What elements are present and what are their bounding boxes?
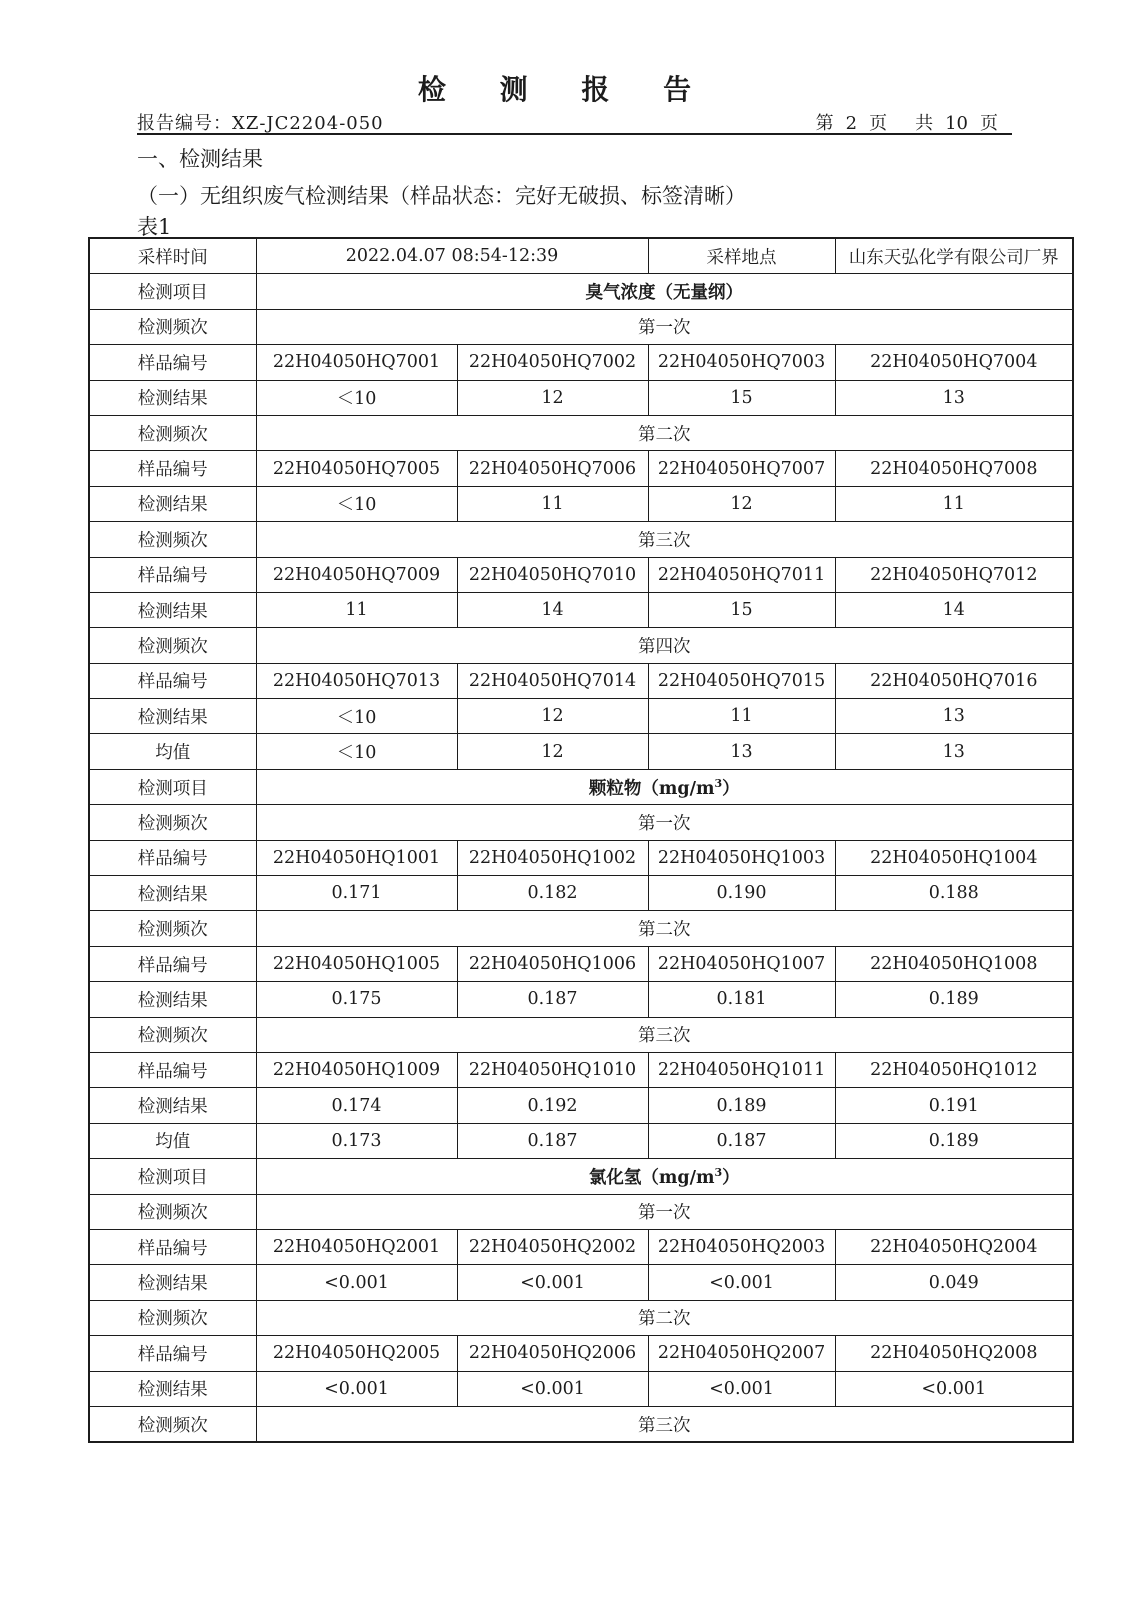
result-cell: 11 bbox=[835, 486, 1073, 521]
result-cell: 13 bbox=[835, 380, 1073, 415]
result-cell: <0.001 bbox=[256, 1371, 457, 1406]
mean-cell: 12 bbox=[457, 734, 648, 769]
result-cell: <0.001 bbox=[256, 1265, 457, 1300]
result-cell: 0.049 bbox=[835, 1265, 1073, 1300]
sample-row bbox=[89, 1336, 1073, 1371]
result-cell: 0.171 bbox=[256, 876, 457, 911]
result-cell: ＜10 bbox=[256, 380, 457, 415]
page-prefix: 第 bbox=[815, 113, 834, 134]
table-label: 表1 bbox=[137, 215, 172, 239]
result-cell: 0.189 bbox=[835, 982, 1073, 1017]
result-cell: 14 bbox=[457, 592, 648, 627]
frequency-value: 第一次 bbox=[256, 805, 1073, 840]
frequency-row bbox=[89, 1300, 1073, 1335]
sample-no-label: 样品编号 bbox=[89, 1336, 256, 1371]
result-cell: 11 bbox=[256, 592, 457, 627]
sample-no-cell: 22H04050HQ1009 bbox=[256, 1052, 457, 1087]
sample-no-cell: 22H04050HQ1008 bbox=[835, 946, 1073, 981]
frequency-label: 检测频次 bbox=[89, 1017, 256, 1052]
frequency-label: 检测频次 bbox=[89, 309, 256, 344]
frequency-row bbox=[89, 1194, 1073, 1229]
mean-label: 均值 bbox=[89, 1123, 256, 1158]
sample-no-cell: 22H04050HQ1005 bbox=[256, 946, 457, 981]
total-pages: 10 bbox=[945, 113, 968, 134]
item-name bbox=[256, 769, 1073, 804]
sample-no-cell: 22H04050HQ2005 bbox=[256, 1336, 457, 1371]
frequency-label: 检测频次 bbox=[89, 1300, 256, 1335]
frequency-label: 检测频次 bbox=[89, 805, 256, 840]
frequency-label: 检测频次 bbox=[89, 911, 256, 946]
mean-row bbox=[89, 1123, 1073, 1158]
result-cell: 12 bbox=[648, 486, 835, 521]
result-row bbox=[89, 592, 1073, 627]
sampling-location-value: 山东天弘化学有限公司厂界 bbox=[835, 238, 1073, 274]
result-cell: 12 bbox=[457, 380, 648, 415]
frequency-value: 第二次 bbox=[256, 1300, 1073, 1335]
result-label: 检测结果 bbox=[89, 486, 256, 521]
result-cell: 14 bbox=[835, 592, 1073, 627]
frequency-value: 第一次 bbox=[256, 309, 1073, 344]
item-name-text: 颗粒物（mg/m bbox=[588, 778, 715, 799]
frequency-value: 第三次 bbox=[256, 1017, 1073, 1052]
sample-no-cell: 22H04050HQ7002 bbox=[457, 345, 648, 380]
sample-no-cell: 22H04050HQ7016 bbox=[835, 663, 1073, 698]
result-label: 检测结果 bbox=[89, 592, 256, 627]
result-label: 检测结果 bbox=[89, 380, 256, 415]
sample-row bbox=[89, 1052, 1073, 1087]
sample-no-cell: 22H04050HQ7013 bbox=[256, 663, 457, 698]
sample-no-cell: 22H04050HQ7011 bbox=[648, 557, 835, 592]
result-label: 检测结果 bbox=[89, 876, 256, 911]
sample-row bbox=[89, 557, 1073, 592]
result-label: 检测结果 bbox=[89, 699, 256, 734]
sample-row bbox=[89, 840, 1073, 875]
unit-superscript: 3 bbox=[714, 776, 723, 790]
result-label: 检测结果 bbox=[89, 1371, 256, 1406]
result-cell: 15 bbox=[648, 592, 835, 627]
report-title: 检 测 报 告 bbox=[417, 73, 714, 106]
sample-no-cell: 22H04050HQ7014 bbox=[457, 663, 648, 698]
mean-cell: 0.187 bbox=[648, 1123, 835, 1158]
result-cell: 0.181 bbox=[648, 982, 835, 1017]
result-cell: 0.192 bbox=[457, 1088, 648, 1123]
sample-no-cell: 22H04050HQ7015 bbox=[648, 663, 835, 698]
result-row bbox=[89, 699, 1073, 734]
frequency-row bbox=[89, 1406, 1073, 1442]
sample-no-cell: 22H04050HQ2006 bbox=[457, 1336, 648, 1371]
frequency-row bbox=[89, 805, 1073, 840]
result-cell: <0.001 bbox=[648, 1265, 835, 1300]
result-cell: 0.189 bbox=[648, 1088, 835, 1123]
result-cell: 13 bbox=[835, 699, 1073, 734]
sample-no-cell: 22H04050HQ2001 bbox=[256, 1229, 457, 1264]
total-unit: 页 bbox=[980, 113, 998, 134]
item-name bbox=[256, 274, 1073, 309]
sample-no-cell: 22H04050HQ1003 bbox=[648, 840, 835, 875]
result-cell: 15 bbox=[648, 380, 835, 415]
info-row bbox=[89, 238, 1073, 274]
page-unit: 页 bbox=[869, 113, 888, 134]
frequency-row bbox=[89, 522, 1073, 557]
sampling-time-value: 2022.04.07 08:54-12:39 bbox=[256, 238, 648, 274]
result-cell: ＜10 bbox=[256, 699, 457, 734]
frequency-value: 第四次 bbox=[256, 628, 1073, 663]
sample-no-cell: 22H04050HQ1002 bbox=[457, 840, 648, 875]
mean-cell: 13 bbox=[835, 734, 1073, 769]
item-name bbox=[256, 1159, 1073, 1194]
result-cell: 0.190 bbox=[648, 876, 835, 911]
result-row bbox=[89, 1088, 1073, 1123]
mean-cell: ＜10 bbox=[256, 734, 457, 769]
sample-no-cell: 22H04050HQ7001 bbox=[256, 345, 457, 380]
result-label: 检测结果 bbox=[89, 1088, 256, 1123]
mean-cell: 0.187 bbox=[457, 1123, 648, 1158]
sample-no-label: 样品编号 bbox=[89, 557, 256, 592]
item-row bbox=[89, 769, 1073, 804]
result-cell: <0.001 bbox=[648, 1371, 835, 1406]
sample-no-cell: 22H04050HQ2003 bbox=[648, 1229, 835, 1264]
section-heading: 一、检测结果 bbox=[137, 147, 263, 171]
frequency-value: 第二次 bbox=[256, 911, 1073, 946]
result-row bbox=[89, 1371, 1073, 1406]
result-cell: <0.001 bbox=[457, 1371, 648, 1406]
item-label: 检测项目 bbox=[89, 274, 256, 309]
sample-no-cell: 22H04050HQ1007 bbox=[648, 946, 835, 981]
frequency-label: 检测频次 bbox=[89, 415, 256, 450]
result-cell: 0.174 bbox=[256, 1088, 457, 1123]
unit-superscript: 3 bbox=[714, 1166, 723, 1180]
sample-no-cell: 22H04050HQ7006 bbox=[457, 451, 648, 486]
frequency-row bbox=[89, 309, 1073, 344]
sample-row bbox=[89, 663, 1073, 698]
mean-cell: 0.173 bbox=[256, 1123, 457, 1158]
frequency-label: 检测频次 bbox=[89, 628, 256, 663]
sample-row bbox=[89, 451, 1073, 486]
frequency-label: 检测频次 bbox=[89, 1406, 256, 1442]
sample-no-cell: 22H04050HQ7004 bbox=[835, 345, 1073, 380]
sample-no-cell: 22H04050HQ1012 bbox=[835, 1052, 1073, 1087]
mean-cell: 13 bbox=[648, 734, 835, 769]
item-row bbox=[89, 1159, 1073, 1194]
sample-no-cell: 22H04050HQ7010 bbox=[457, 557, 648, 592]
frequency-value: 第一次 bbox=[256, 1194, 1073, 1229]
result-row bbox=[89, 486, 1073, 521]
item-label: 检测项目 bbox=[89, 769, 256, 804]
item-name-tail: ） bbox=[722, 1167, 740, 1188]
results-table-body bbox=[89, 238, 1073, 1442]
mean-row bbox=[89, 734, 1073, 769]
sample-no-cell: 22H04050HQ1010 bbox=[457, 1052, 648, 1087]
result-cell: 11 bbox=[457, 486, 648, 521]
sample-row bbox=[89, 345, 1073, 380]
result-cell: <0.001 bbox=[457, 1265, 648, 1300]
result-row bbox=[89, 380, 1073, 415]
report-header bbox=[137, 107, 1012, 135]
sample-no-cell: 22H04050HQ7007 bbox=[648, 451, 835, 486]
section-subheading: （一）无组织废气检测结果（样品状态：完好无破损、标签清晰） bbox=[137, 184, 746, 208]
sampling-time-label: 采样时间 bbox=[89, 238, 256, 274]
sample-no-cell: 22H04050HQ2004 bbox=[835, 1229, 1073, 1264]
sample-no-cell: 22H04050HQ7003 bbox=[648, 345, 835, 380]
sample-row bbox=[89, 1229, 1073, 1264]
result-cell: 0.175 bbox=[256, 982, 457, 1017]
sample-no-label: 样品编号 bbox=[89, 1052, 256, 1087]
sample-no-cell: 22H04050HQ1011 bbox=[648, 1052, 835, 1087]
frequency-value: 第三次 bbox=[256, 522, 1073, 557]
result-cell: 12 bbox=[457, 699, 648, 734]
frequency-label: 检测频次 bbox=[89, 1194, 256, 1229]
sample-no-cell: 22H04050HQ2002 bbox=[457, 1229, 648, 1264]
result-cell: ＜10 bbox=[256, 486, 457, 521]
sample-no-label: 样品编号 bbox=[89, 840, 256, 875]
sample-no-label: 样品编号 bbox=[89, 345, 256, 380]
item-name-tail: ） bbox=[722, 778, 740, 799]
sample-no-cell: 22H04050HQ1006 bbox=[457, 946, 648, 981]
frequency-row bbox=[89, 911, 1073, 946]
result-cell: 11 bbox=[648, 699, 835, 734]
sample-no-cell: 22H04050HQ7005 bbox=[256, 451, 457, 486]
sample-no-cell: 22H04050HQ2008 bbox=[835, 1336, 1073, 1371]
frequency-row bbox=[89, 415, 1073, 450]
result-cell: 0.191 bbox=[835, 1088, 1073, 1123]
page-current: 2 bbox=[845, 113, 858, 134]
mean-label: 均值 bbox=[89, 734, 256, 769]
result-label: 检测结果 bbox=[89, 1265, 256, 1300]
item-label: 检测项目 bbox=[89, 1159, 256, 1194]
sample-no-cell: 22H04050HQ7012 bbox=[835, 557, 1073, 592]
sample-no-label: 样品编号 bbox=[89, 1229, 256, 1264]
frequency-value: 第二次 bbox=[256, 415, 1073, 450]
sample-no-cell: 22H04050HQ1004 bbox=[835, 840, 1073, 875]
result-row bbox=[89, 982, 1073, 1017]
sample-no-label: 样品编号 bbox=[89, 451, 256, 486]
results-table bbox=[88, 237, 1074, 1443]
item-name-text: 臭气浓度（无量纲） bbox=[585, 283, 744, 304]
sample-row bbox=[89, 946, 1073, 981]
total-prefix: 共 bbox=[915, 113, 934, 134]
result-row bbox=[89, 876, 1073, 911]
frequency-row bbox=[89, 1017, 1073, 1052]
sample-no-cell: 22H04050HQ2007 bbox=[648, 1336, 835, 1371]
page-indicator bbox=[816, 109, 998, 135]
result-label: 检测结果 bbox=[89, 982, 256, 1017]
sample-no-cell: 22H04050HQ1001 bbox=[256, 840, 457, 875]
result-cell: 0.188 bbox=[835, 876, 1073, 911]
sampling-location-label: 采样地点 bbox=[648, 238, 835, 274]
result-cell: 0.182 bbox=[457, 876, 648, 911]
mean-cell: 0.189 bbox=[835, 1123, 1073, 1158]
frequency-value: 第三次 bbox=[256, 1406, 1073, 1442]
sample-no-cell: 22H04050HQ7009 bbox=[256, 557, 457, 592]
sample-no-label: 样品编号 bbox=[89, 663, 256, 698]
sample-no-label: 样品编号 bbox=[89, 946, 256, 981]
item-name-text: 氯化氢（mg/m bbox=[588, 1167, 715, 1188]
result-row bbox=[89, 1265, 1073, 1300]
sample-no-cell: 22H04050HQ7008 bbox=[835, 451, 1073, 486]
item-row bbox=[89, 274, 1073, 309]
result-cell: <0.001 bbox=[835, 1371, 1073, 1406]
result-cell: 0.187 bbox=[457, 982, 648, 1017]
frequency-row bbox=[89, 628, 1073, 663]
report-number: 报告编号：XZ-JC2204-050 bbox=[137, 113, 384, 134]
frequency-label: 检测频次 bbox=[89, 522, 256, 557]
